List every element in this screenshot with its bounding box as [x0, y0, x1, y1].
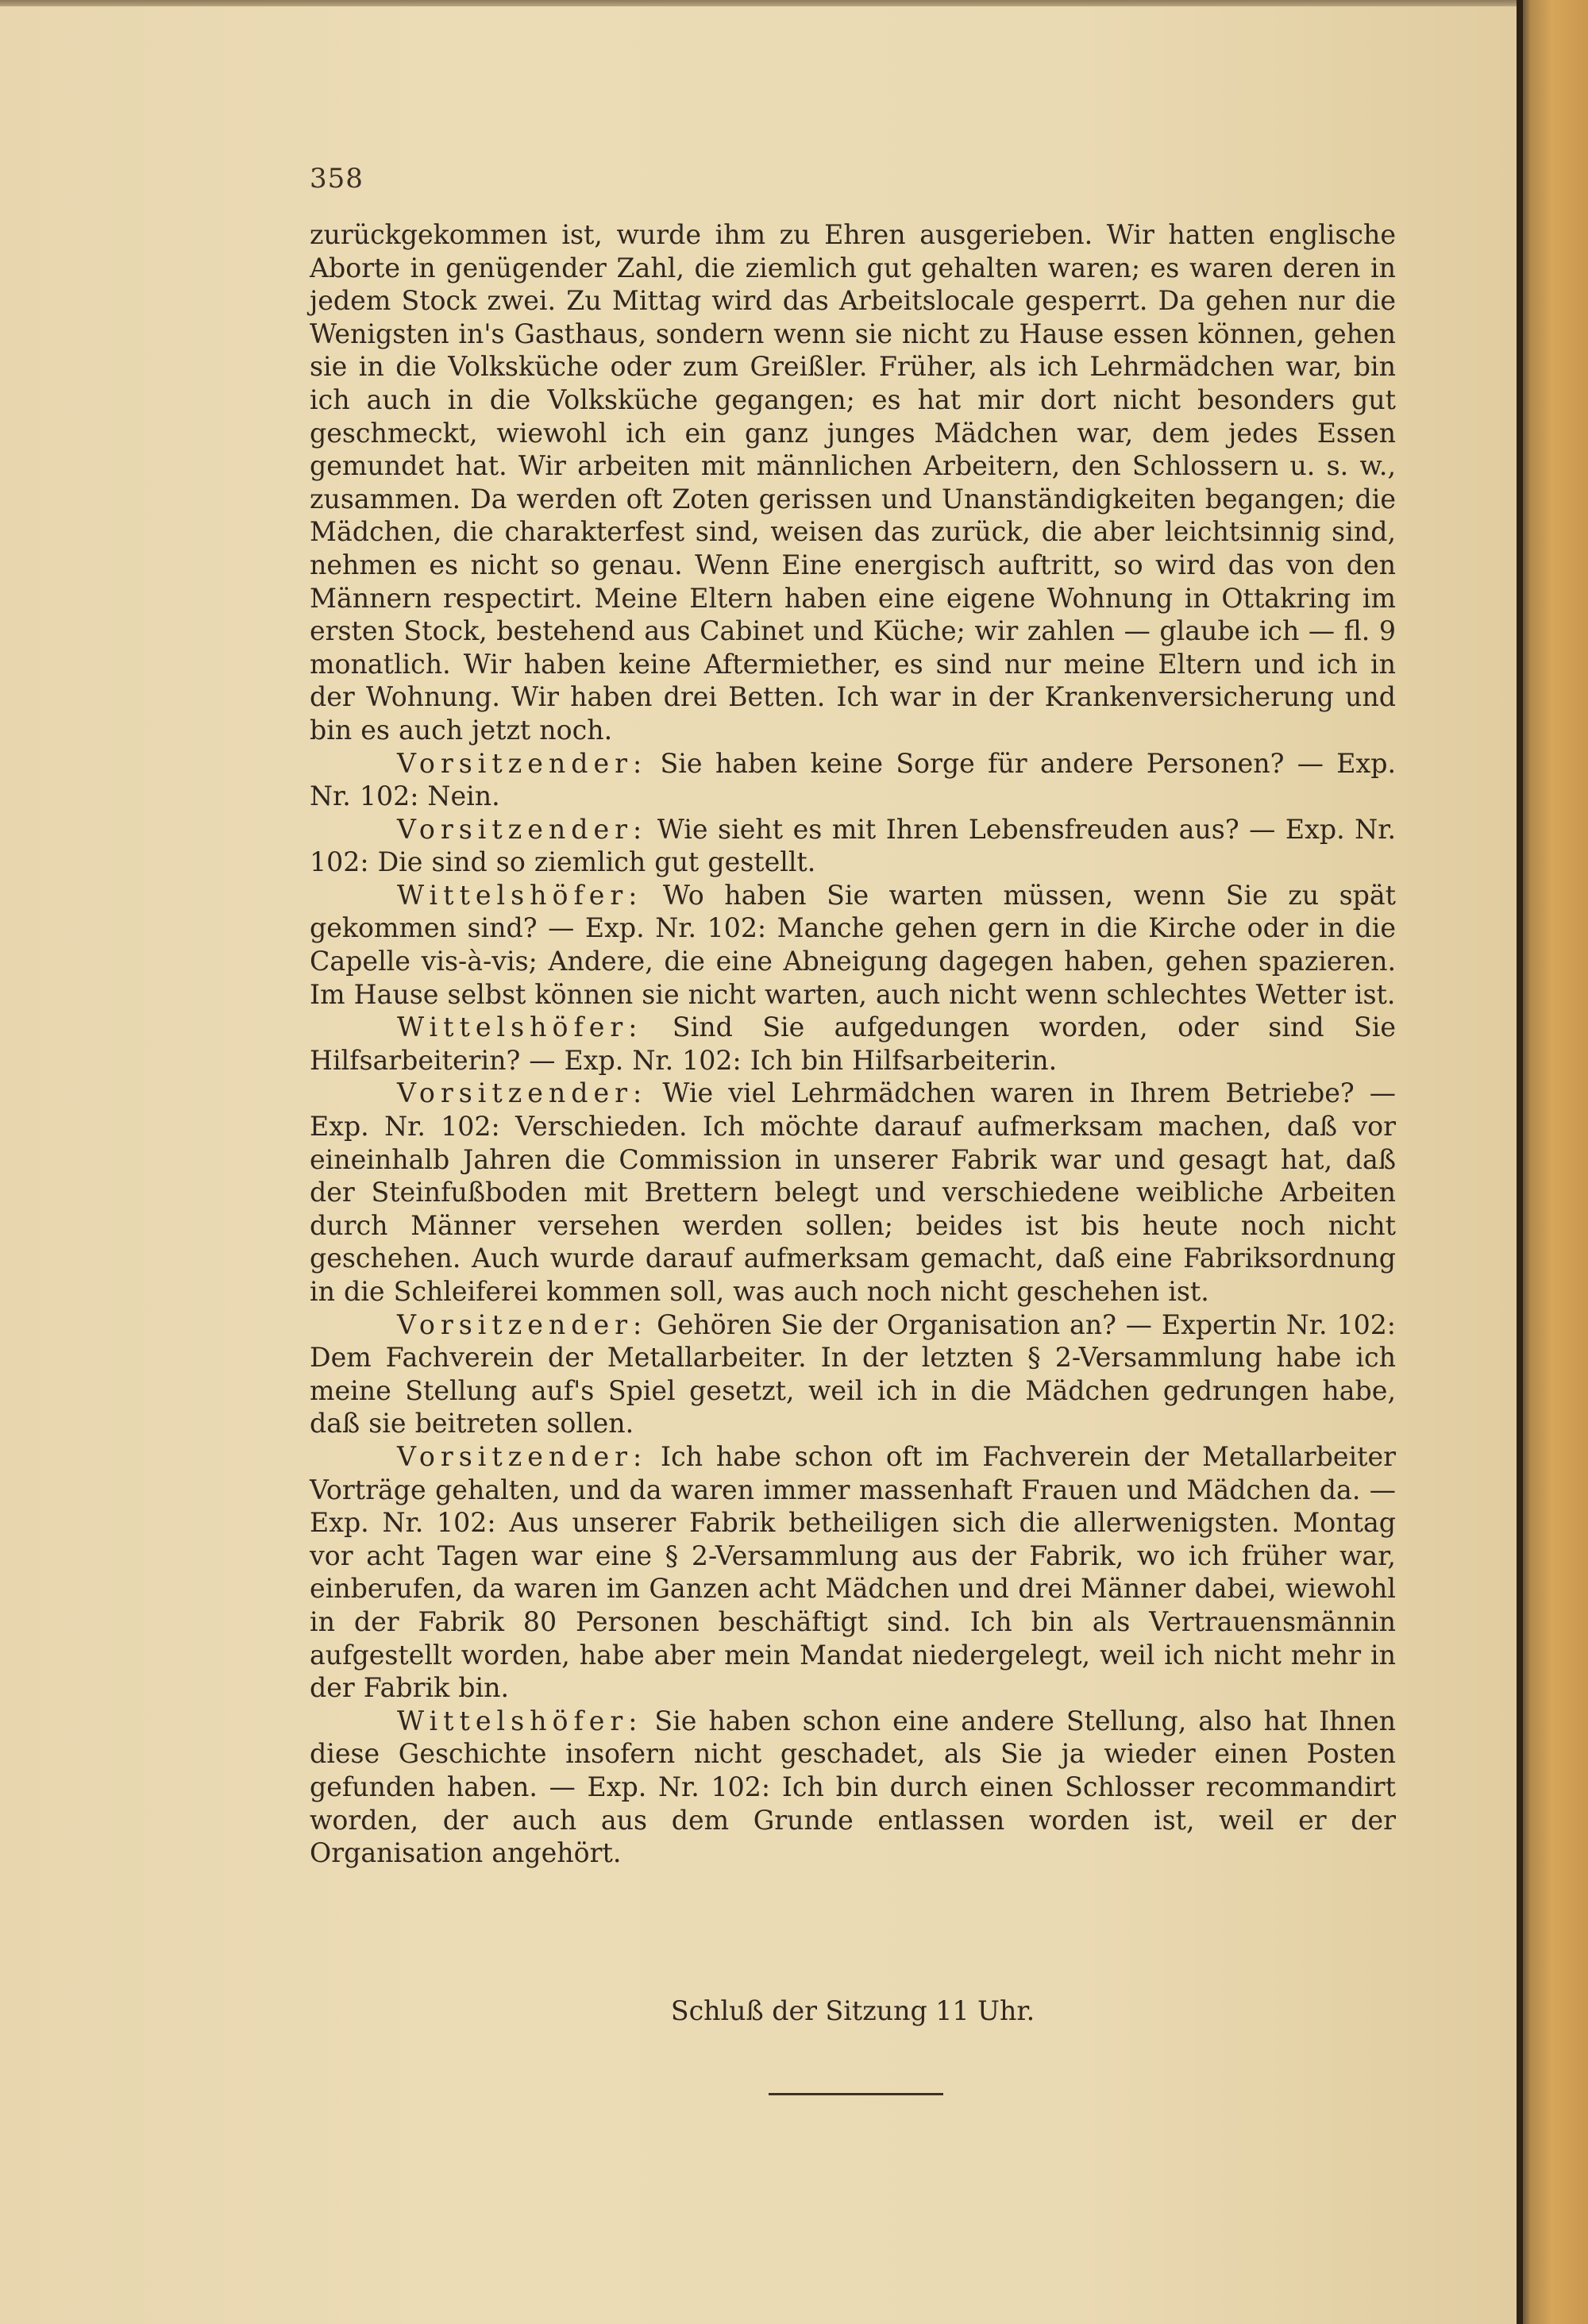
body-text — [310, 218, 1396, 1870]
speaker-name: Vorsitzender: — [397, 747, 648, 779]
dialogue-paragraph — [310, 1440, 1396, 1705]
paragraph-continuation — [310, 218, 1396, 747]
paragraph-text: Sie haben schon eine andere Stellung, also hat Ihnen diese Geschichte insofern nicht geschadet, als Sie ja wieder einen Posten gefunden haben. — Exp. Nr. 102: Ich bin durch einen Schlosser recommandirt worden, der auch aus dem Grunde entlassen worden ist, weil er der Organisation angehört. — [310, 1705, 1396, 1869]
speaker-name: Vorsitzender: — [397, 813, 648, 845]
dialogue-paragraph — [310, 879, 1396, 1011]
paragraph-text: zurückgekommen ist, wurde ihm zu Ehren ausgerieben. Wir hatten englische Aborte in genügender Zahl, die ziemlich gut gehalten waren; es waren deren in jedem Stock zwei. Zu Mittag wird das Arbeitslocale gesperrt. Da gehen nur die Wenigsten in's Gasthaus, sondern wenn sie nicht zu Hause essen können, gehen sie in die Volksküche oder zum Greißler. Früher, als ich Lehrmädchen war, bin ich auch in die Volksküche gegangen; es hat mir dort nicht besonders gut geschmeckt, wiewohl ich ein ganz junges Mädchen war, dem jedes Essen gemundet hat. Wir arbeiten mit männlichen Arbeitern, den Schlossern u. s. w., zusammen. Da werden oft Zoten gerissen und Unanständigkeiten begangen; die Mädchen, die charakterfest sind, weisen das zurück, die aber leichtsinnig sind, nehmen es nicht so genau. Wenn Eine energisch auftritt, so wird das von den Männern respectirt. Meine Eltern haben eine eigene Wohnung in Ottakring im ersten Stock, bestehend aus Cabinet und Küche; wir zahlen — glaube ich — fl. 9 monatlich. Wir haben keine Aftermiether, es sind nur meine Eltern und ich in der Wohnung. Wir haben drei Betten. Ich war in der Krankenversicherung und bin es auch jetzt noch. — [310, 219, 1396, 746]
paragraph-text: Wie sieht es mit Ihren Lebensfreuden aus? — Exp. Nr. 102: Die sind so ziemlich gut gestellt. — [310, 813, 1396, 878]
speaker-name: Vorsitzender: — [397, 1308, 648, 1340]
dialogue-paragraph — [310, 1011, 1396, 1077]
dialogue-paragraph — [310, 1308, 1396, 1440]
speaker-name: Wittelshöfer: — [397, 879, 643, 911]
binding-edge-line — [1517, 0, 1523, 2324]
speaker-name: Vorsitzender: — [397, 1077, 648, 1109]
dialogue-paragraph — [310, 1705, 1396, 1870]
paragraph-text: Gehören Sie der Organisation an? — Expertin Nr. 102: Dem Fachverein der Metallarbeiter. In der letzten § 2-Versammlung habe ich meine Stellung auf's Spiel gesetzt, weil ich in die Mädchen gedrungen habe, daß sie beitreten sollen. — [310, 1308, 1396, 1439]
page-top-edge — [0, 0, 1523, 6]
paragraph-text: Wo haben Sie warten müssen, wenn Sie zu spät gekommen sind? — Exp. Nr. 102: Manche gehen gern in die Kirche oder in die Capelle vis-à-vis; Andere, die eine Abneigung dagegen haben, gehen spazieren. Im Hause selbst können sie nicht warten, auch nicht wenn schlechtes Wetter ist. — [310, 879, 1396, 1010]
speaker-name: Wittelshöfer: — [397, 1705, 643, 1736]
dialogue-paragraph — [310, 1077, 1396, 1308]
paragraph-text: Sie haben keine Sorge für andere Personen? — Exp. Nr. 102: Nein. — [310, 747, 1396, 812]
session-closing-line: Schluß der Sitzung 11 Uhr. — [670, 1995, 1035, 2026]
paragraph-text: Sind Sie aufgedungen worden, oder sind Sie Hilfsarbeiterin? — Exp. Nr. 102: Ich bin Hilfsarbeiterin. — [310, 1012, 1396, 1076]
page-number: 358 — [310, 163, 364, 195]
paragraph-text: Ich habe schon oft im Fachverein der Metallarbeiter Vorträge gehalten, und da waren immer massenhaft Frauen und Mädchen da. — Exp. Nr. 102: Aus unserer Fabrik betheiligen sich die allerwenigsten. Montag vor acht Tagen war eine § 2-Versammlung aus der Fabrik, wo ich früher war, einberufen, da waren im Ganzen acht Mädchen und drei Männer dabei, wiewohl in der Fabrik 80 Personen beschäftigt sind. Ich bin als Vertrauensmännin aufgestellt worden, habe aber mein Mandat niedergelegt, weil ich nicht mehr in der Fabrik bin. — [310, 1440, 1396, 1704]
speaker-name: Wittelshöfer: — [397, 1012, 643, 1043]
book-edge — [1523, 0, 1588, 2324]
dialogue-paragraph — [310, 813, 1396, 879]
speaker-name: Vorsitzender: — [397, 1440, 648, 1472]
dialogue-paragraph — [310, 747, 1396, 813]
closing-rule — [769, 2093, 943, 2095]
paragraph-text: Wie viel Lehrmädchen waren in Ihrem Betriebe? — Exp. Nr. 102: Verschieden. Ich möchte darauf aufmerksam machen, daß vor eineinhalb Jahren die Commission in unserer Fabrik war und gesagt hat, daß der Steinfußboden mit Brettern belegt und verschiedene weibliche Arbeiten durch Männer versehen werden sollen; beides ist bis heute noch nicht geschehen. Auch wurde darauf aufmerksam gemacht, daß eine Fabriksordnung in die Schleiferei kommen soll, was auch noch nicht geschehen ist. — [310, 1077, 1396, 1307]
